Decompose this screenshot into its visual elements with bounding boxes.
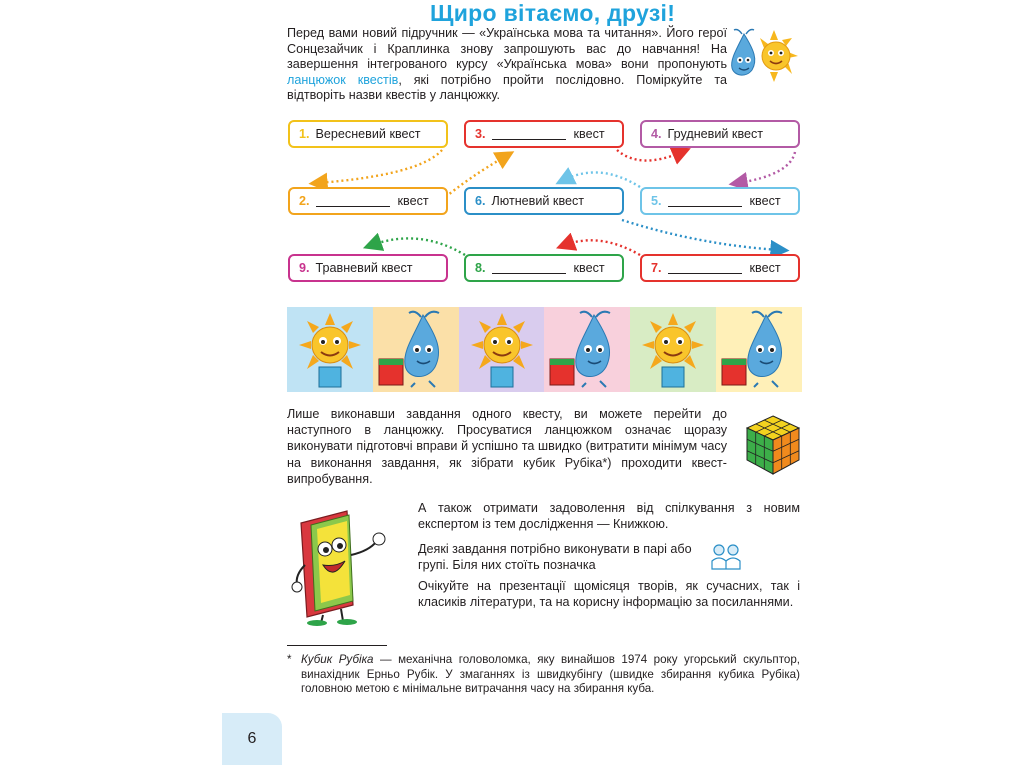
strip-tile-6 (716, 307, 802, 392)
quest-box-2 (288, 187, 448, 215)
quest-number: 8. (475, 261, 486, 275)
quest-box-9 (288, 254, 448, 282)
quest-box-7 (640, 254, 800, 282)
book-character (287, 505, 403, 627)
quest-label: квест (573, 127, 605, 141)
paragraph-book-expert: А також отримати задоволення від спілкування з новим експертом із тем дослідження — Книжкою. (418, 501, 800, 532)
footnote-divider (287, 645, 387, 646)
paragraph-group-tasks: Деякі завдання потрібно виконувати в парі або групі. Біля них стоїть позначка (418, 542, 692, 573)
rubiks-cube-image (745, 414, 801, 476)
quest-box-4 (640, 120, 800, 148)
footnote-text: — механічна головоломка, яку винайшов 1974 року угорський скульптор, винахідник Ерньо Рубік. У змаганнях із швидкубінгу (швидке збирання кубика Рубіка) головною метою є мінімальне витрачання часу на збирання куба. (301, 653, 800, 696)
characters-strip (287, 307, 802, 392)
arrow-6-7 (622, 220, 780, 250)
quest-number: 1. (299, 127, 310, 141)
quest-name-blank[interactable] (492, 263, 566, 274)
quest-number: 6. (475, 194, 486, 208)
quest-box-6 (464, 187, 624, 215)
arrow-4-5 (738, 152, 795, 183)
quest-number: 3. (475, 127, 486, 141)
quest-number: 7. (651, 261, 662, 275)
quest-number: 5. (651, 194, 662, 208)
quest-label: Лютневий квест (491, 194, 585, 208)
arrow-3-4 (617, 150, 682, 161)
paragraph-quest-rules-text: Лише виконавши завдання одного квесту, ви можете перейти до наступного в ланцюжку. Просуватися ланцюжком означає щоразу виконувати підготовчі вправи й успішно та швидко (витратити мінімум часу на виконання завдання, як зібрати кубик Рубіка*) проходити квест-випробування. (287, 407, 727, 486)
arrow-8-9 (372, 238, 465, 255)
strip-tile-5 (630, 307, 716, 392)
quest-number: 2. (299, 194, 310, 208)
paragraph-quest-rules (287, 406, 800, 487)
quest-label: Травневий квест (315, 261, 413, 275)
quest-name-blank[interactable] (492, 129, 566, 140)
quest-label: квест (573, 261, 605, 275)
paragraph-presentations: Очікуйте на презентації щомісяця творів, як сучасних, так і класиків літератури, та на корисну інформацію за посиланнями. (418, 579, 800, 610)
quest-number: 9. (299, 261, 310, 275)
footnote-term: Кубик Рубіка (301, 653, 374, 666)
quest-box-3 (464, 120, 624, 148)
strip-tile-2 (373, 307, 459, 392)
intro-text-end: , які потрібно пройти послідовно. Поміркуйте та відтворіть назви квестів у ланцюжку. (287, 72, 727, 103)
arrow-5-6 (564, 172, 640, 187)
page-title: Щиро вітаємо, друзі! (430, 0, 676, 26)
page-number: 6 (222, 713, 282, 765)
arrow-1-2 (318, 150, 442, 183)
quest-number: 4. (651, 127, 662, 141)
quest-label: квест (749, 261, 781, 275)
strip-tile-3 (459, 307, 545, 392)
quest-box-5 (640, 187, 800, 215)
quest-name-blank[interactable] (316, 196, 390, 207)
quest-label: Вересневий квест (315, 127, 421, 141)
quest-label: квест (397, 194, 429, 208)
quest-chain-link[interactable]: ланцюжок квестів (287, 72, 399, 87)
intro-text-start: Перед вами новий підручник — «Українська мова та читання». Його герої Сонцезайчик і Краплинка знову запрошують вас до навчання! На завершення інтегрованого курсу «Українська мова» вони пропонують (287, 26, 727, 72)
strip-tile-4 (544, 307, 630, 392)
footnote-marker: * (287, 653, 292, 666)
quest-name-blank[interactable] (668, 196, 742, 207)
quest-label: квест (749, 194, 781, 208)
arrow-7-8 (565, 240, 640, 255)
quest-name-blank[interactable] (668, 263, 742, 274)
quest-box-1 (288, 120, 448, 148)
quest-box-8 (464, 254, 624, 282)
footnote (287, 653, 800, 697)
quest-label: Грудневий квест (667, 127, 764, 141)
strip-tile-1 (287, 307, 373, 392)
group-work-icon (709, 543, 743, 571)
